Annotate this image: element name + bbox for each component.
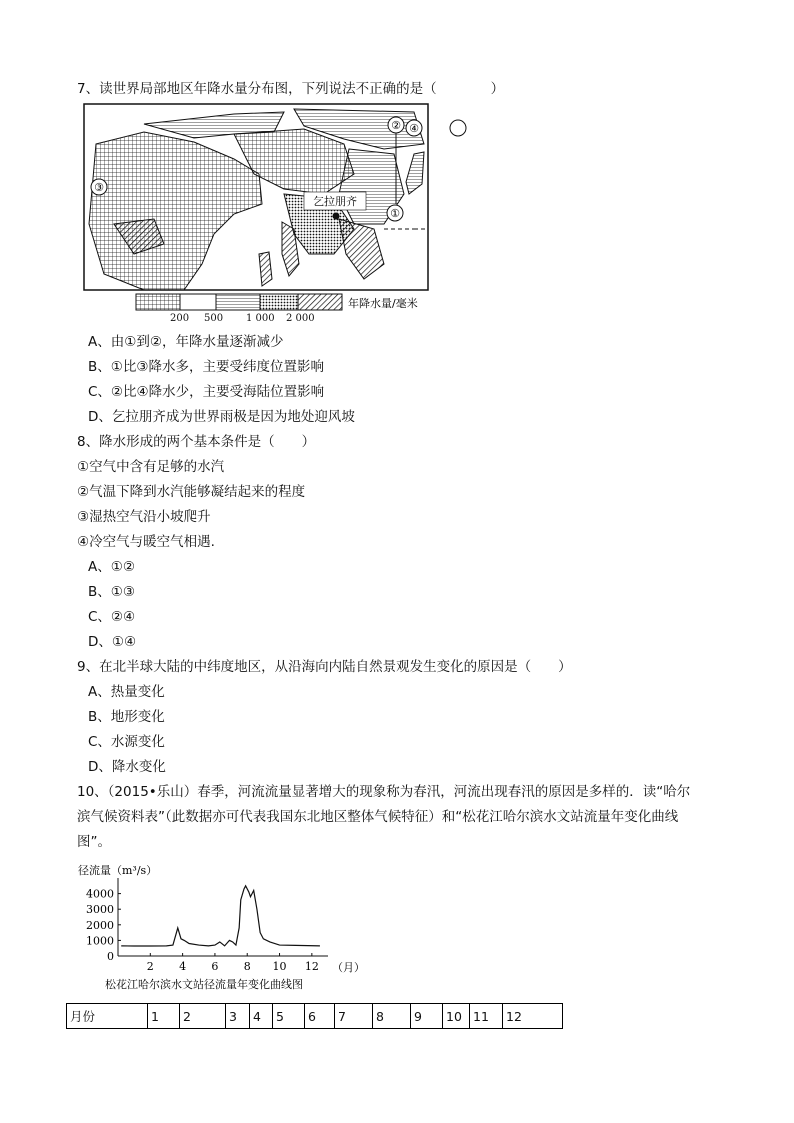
q8-option-d: D、①④ <box>88 634 137 650</box>
table-cell-month-3: 3 <box>226 1004 250 1029</box>
map-marker-2 <box>388 117 404 133</box>
table-cell-month-12: 12 <box>503 1004 563 1029</box>
q8-option-c: C、②④ <box>88 609 136 625</box>
y-tick-label: 0 <box>107 950 114 963</box>
chart-title: 松花江哈尔滨水文站径流量年变化曲线图 <box>105 978 303 991</box>
table-cell-month-2: 2 <box>180 1004 226 1029</box>
q8-condition-1: ①空气中含有足够的水汽 <box>77 459 225 475</box>
table-cell-month-1: 1 <box>148 1004 180 1029</box>
svg-text:②: ② <box>391 119 401 132</box>
table-cell-month-9: 9 <box>411 1004 443 1029</box>
legend-tick-2: 500 <box>204 313 224 324</box>
q10-stem-line-3: 图”。 <box>77 834 111 850</box>
q7-option-c: C、②比④降水少，主要受海陆位置影响 <box>88 384 325 400</box>
table-cell-month-10: 10 <box>443 1004 470 1029</box>
q7-option-b: B、①比③降水多，主要受纬度位置影响 <box>88 359 324 375</box>
runoff-chart <box>70 860 365 992</box>
legend-title: 年降水量/毫米 <box>348 297 418 310</box>
x-tick-label: 2 <box>146 960 154 973</box>
table-cell-month-11: 11 <box>470 1004 503 1029</box>
q8-condition-4: ④冷空气与暖空气相遇. <box>77 534 215 550</box>
climate-table <box>66 1003 563 1029</box>
x-tick-label: 8 <box>243 960 251 973</box>
q10-stem-line-1: 10、（2015•乐山）春季，河流流量显著增大的现象称为春汛，河流出现春汛的原因是多样的．读“哈尔 <box>77 784 691 800</box>
table-cell-month-4: 4 <box>250 1004 273 1029</box>
table-header-cell: 月份 <box>67 1004 148 1029</box>
table-cell-month-6: 6 <box>305 1004 335 1029</box>
svg-text:①: ① <box>390 207 400 220</box>
map-marker-4-visible <box>406 120 422 136</box>
table-row <box>67 1004 563 1029</box>
q7-option-a: A、由①到②，年降水量逐渐减少 <box>88 334 284 350</box>
map-marker-3 <box>91 179 107 195</box>
x-tick-label: 12 <box>304 960 319 973</box>
q9-option-a: A、热量变化 <box>88 684 165 700</box>
table-cell-month-7: 7 <box>335 1004 373 1029</box>
y-tick-label: 2000 <box>86 918 114 932</box>
table-cell-month-5: 5 <box>273 1004 305 1029</box>
chart-xlabel: （月） <box>332 961 365 974</box>
svg-text:④: ④ <box>409 122 419 135</box>
legend-tick-3: 1 000 <box>246 313 275 324</box>
q9-option-d: D、降水变化 <box>88 759 166 775</box>
map-legend <box>136 292 436 312</box>
q9-stem: 9、在北半球大陆的中纬度地区，从沿海向内陆自然景观发生变化的原因是（ ） <box>77 659 572 675</box>
q9-option-b: B、地形变化 <box>88 709 165 725</box>
q8-option-b: B、①③ <box>88 584 135 600</box>
q10-stem-line-2: 滨气候资料表”（此数据亦可代表我国东北地区整体气候特征）和“松花江哈尔滨水文站流量年变化曲线 <box>77 809 679 825</box>
q8-condition-3: ③湿热空气沿小坡爬升 <box>77 509 211 525</box>
svg-text:③: ③ <box>94 181 104 194</box>
chart-ylabel: 径流量（m³/s） <box>78 864 158 877</box>
map-marker-1 <box>387 205 403 221</box>
q8-condition-2: ②气温下降到水汽能够凝结起来的程度 <box>77 484 306 500</box>
legend-tick-1: 200 <box>170 313 190 324</box>
table-cell-month-8: 8 <box>373 1004 411 1029</box>
q8-option-a: A、①② <box>88 559 135 575</box>
runoff-series-line <box>121 886 320 946</box>
x-tick-label: 10 <box>272 960 287 973</box>
q8-stem: 8、降水形成的两个基本条件是（ ） <box>77 434 316 450</box>
q9-option-c: C、水源变化 <box>88 734 165 750</box>
x-tick-label: 6 <box>211 960 219 973</box>
q7-option-d: D、乞拉朋齐成为世界雨极是因为地处迎风坡 <box>88 409 355 425</box>
y-tick-label: 4000 <box>86 887 114 901</box>
q7-stem: 7、读世界局部地区年降水量分布图，下列说法不正确的是（ ） <box>77 81 505 97</box>
legend-tick-4: 2 000 <box>286 313 315 324</box>
precipitation-map <box>84 104 428 290</box>
city-label: 乞拉朋齐 <box>313 196 357 208</box>
y-tick-label: 3000 <box>86 903 114 917</box>
y-tick-label: 1000 <box>86 934 114 948</box>
map-marker-4 <box>450 120 466 136</box>
x-tick-label: 4 <box>179 960 187 973</box>
